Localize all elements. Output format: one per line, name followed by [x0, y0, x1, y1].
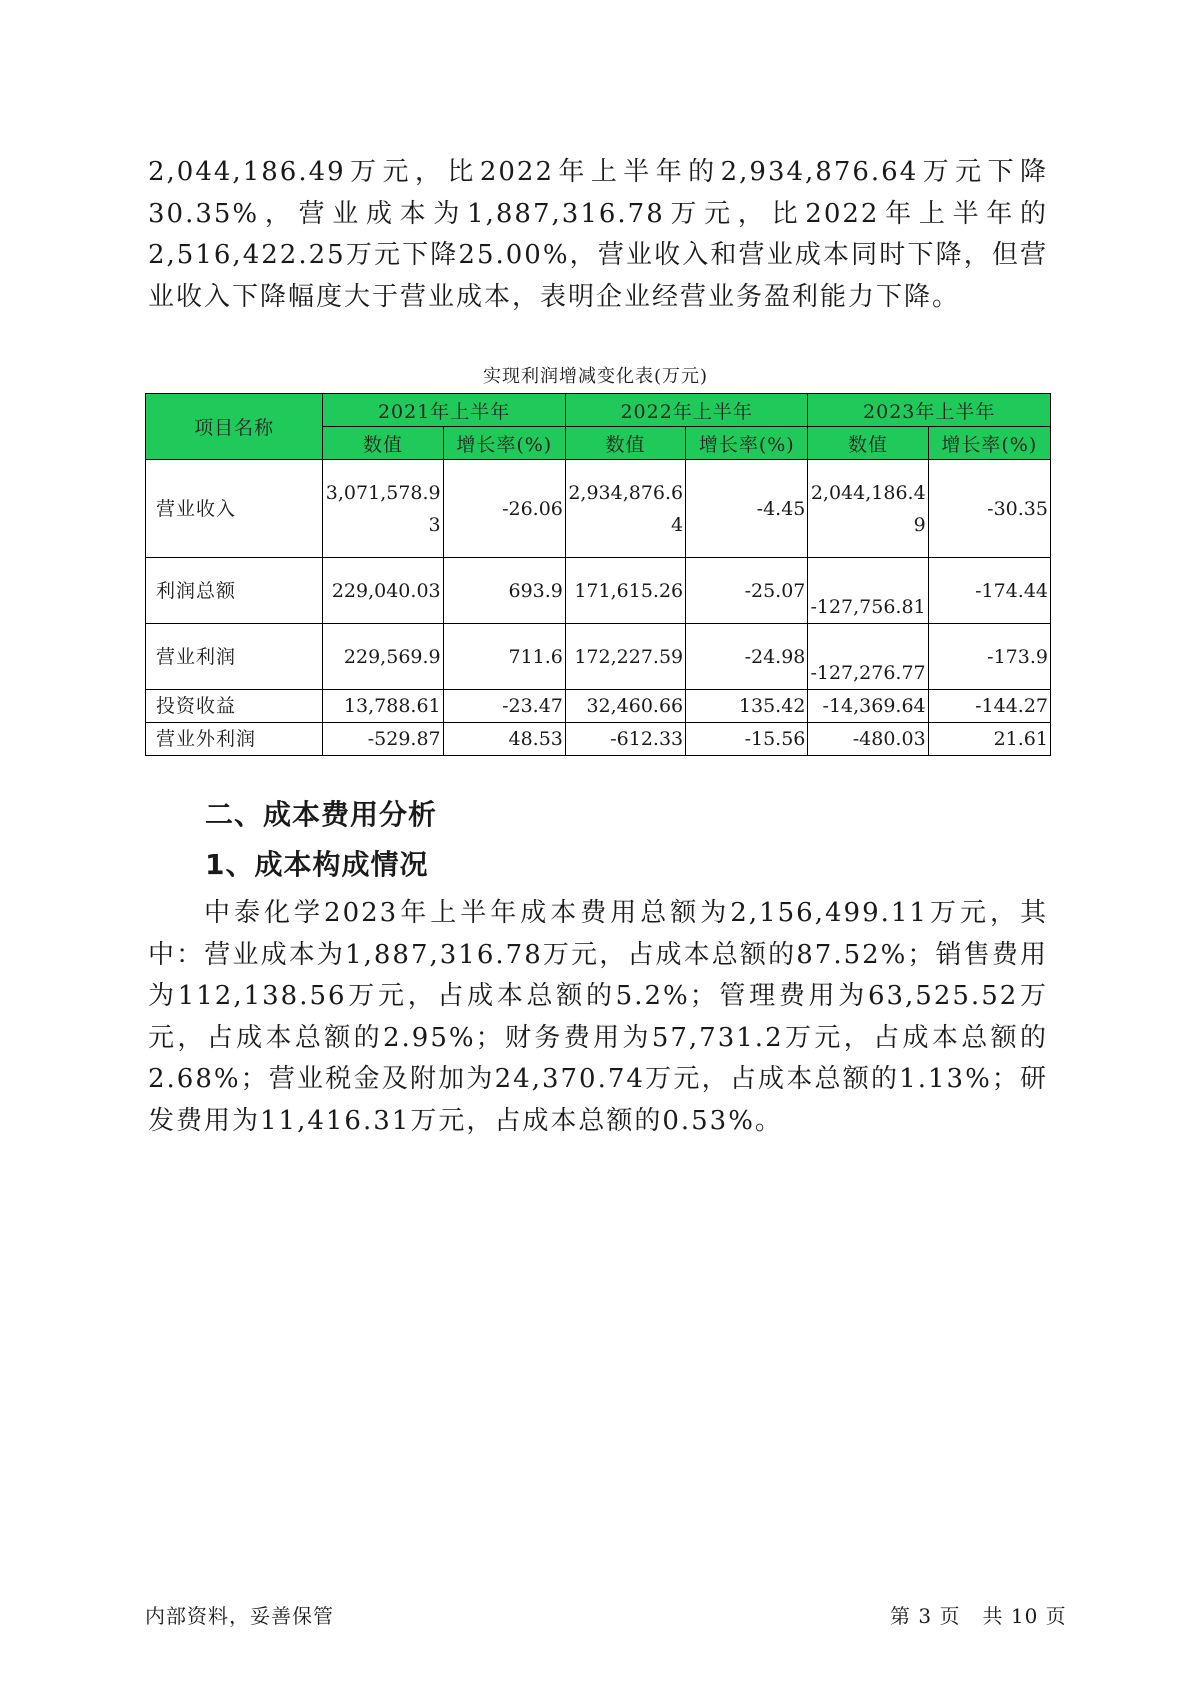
rate-cell: -25.07: [686, 558, 808, 624]
rate-cell: -144.27: [928, 690, 1050, 723]
row-name: 营业利润: [146, 624, 323, 690]
table-row: [146, 723, 1051, 756]
value-cell: 2,934,876.64: [565, 460, 685, 558]
value-header: 数值: [323, 427, 443, 460]
value-header: 数值: [808, 427, 928, 460]
year-header-2023: 2023年上半年: [808, 394, 1051, 427]
value-cell: 32,460.66: [565, 690, 685, 723]
rate-cell: 711.6: [443, 624, 565, 690]
rate-cell: -4.45: [686, 460, 808, 558]
row-name: 营业外利润: [146, 723, 323, 756]
value-cell: 13,788.61: [323, 690, 443, 723]
rate-header: 增长率(%): [686, 427, 808, 460]
year-header-2021: 2021年上半年: [323, 394, 566, 427]
rate-cell: 693.9: [443, 558, 565, 624]
rate-cell: -173.9: [928, 624, 1050, 690]
footer-page-number: 第 3 页 共 10 页: [890, 1604, 1067, 1628]
rate-cell: -174.44: [928, 558, 1050, 624]
rate-cell: 135.42: [686, 690, 808, 723]
value-cell: -529.87: [323, 723, 443, 756]
rate-cell: -24.98: [686, 624, 808, 690]
value-cell: -480.03: [808, 723, 928, 756]
rate-cell: 21.61: [928, 723, 1050, 756]
table-caption: 实现利润增减变化表(万元): [482, 366, 709, 387]
row-name: 利润总额: [146, 558, 323, 624]
row-name: 营业收入: [146, 460, 323, 558]
value-cell: -127,276.77: [808, 624, 928, 690]
item-name-header: 项目名称: [146, 394, 323, 460]
rate-header: 增长率(%): [443, 427, 565, 460]
table-row: [146, 558, 1051, 624]
value-cell: 229,569.9: [323, 624, 443, 690]
rate-cell: -15.56: [686, 723, 808, 756]
section-heading: 二、成本费用分析: [205, 798, 438, 831]
value-cell: -127,756.81: [808, 558, 928, 624]
subsection-heading: 1、成本构成情况: [205, 848, 429, 881]
profit-change-table: [145, 393, 1051, 756]
value-cell: 229,040.03: [323, 558, 443, 624]
intro-paragraph: 2,044,186.49万元，比2022年上半年的2,934,876.64万元下降30.35%，营业成本为1,887,316.78万元，比2022年上半年的2,516,422.25万元下降25.00%，营业收入和营业成本同时下降，但营业收入下降幅度大于营业成本，表明企业经营业务盈利能力下降。: [148, 157, 1048, 312]
value-cell: 171,615.26: [565, 558, 685, 624]
footer-confidential-note: 内部资料，妥善保管: [145, 1604, 334, 1628]
table-row: [146, 624, 1051, 690]
rate-cell: 48.53: [443, 723, 565, 756]
rate-header: 增长率(%): [928, 427, 1050, 460]
cost-paragraph: 中泰化学2023年上半年成本费用总额为2,156,499.11万元，其中：营业成本为1,887,316.78万元，占成本总额的87.52%；销售费用为112,138.56万元，占成本总额的5.2%；管理费用为63,525.52万元，占成本总额的2.95%；财务费用为57,731.2万元，占成本总额的2.68%；营业税金及附加为24,370.74万元，占成本总额的1.13%；研发费用为11,416.31万元，占成本总额的0.53%。: [148, 898, 1048, 1136]
value-cell: 172,227.59: [565, 624, 685, 690]
value-cell: 3,071,578.93: [323, 460, 443, 558]
year-header-2022: 2022年上半年: [565, 394, 808, 427]
value-cell: -612.33: [565, 723, 685, 756]
table-row: [146, 460, 1051, 558]
value-cell: 2,044,186.49: [808, 460, 928, 558]
rate-cell: -26.06: [443, 460, 565, 558]
value-cell: -14,369.64: [808, 690, 928, 723]
row-name: 投资收益: [146, 690, 323, 723]
value-header: 数值: [565, 427, 685, 460]
rate-cell: -23.47: [443, 690, 565, 723]
table-row: [146, 690, 1051, 723]
rate-cell: -30.35: [928, 460, 1050, 558]
